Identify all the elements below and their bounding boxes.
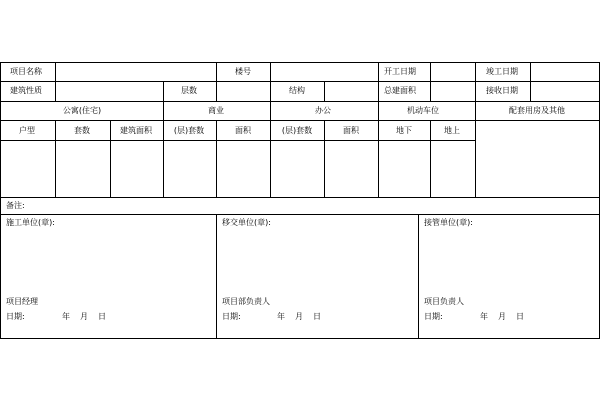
- sets-header: 套数: [74, 126, 90, 135]
- structure-label: 结构: [289, 86, 305, 95]
- col-divider: [216, 120, 217, 197]
- start-date-label: 开工日期: [384, 67, 416, 76]
- col-divider: [418, 214, 419, 338]
- department-head-label: 项目部负责人: [222, 297, 270, 306]
- underground-header: 地下: [396, 126, 412, 135]
- col-divider: [270, 62, 271, 82]
- col-divider: [475, 120, 476, 197]
- day-label: 日: [98, 312, 106, 321]
- col-divider: [475, 101, 476, 121]
- col-divider: [55, 62, 56, 82]
- month-label: 月: [80, 312, 88, 321]
- month-label: 月: [295, 312, 303, 321]
- project-name-label: 项目名称: [10, 67, 42, 76]
- col-divider: [430, 120, 431, 197]
- building-area-header: 建筑面积: [120, 126, 152, 135]
- receiving-head-label: 项目负责人: [424, 297, 464, 306]
- date-label: 日期:: [6, 312, 25, 321]
- parking-label: 机动车位: [407, 106, 439, 115]
- col-divider: [475, 81, 476, 101]
- office-sets-header: (层)套数: [281, 126, 313, 135]
- row-divider: [0, 214, 600, 215]
- col-divider: [216, 81, 217, 101]
- col-divider: [378, 120, 379, 197]
- handover-unit-label: 移交单位(章):: [222, 218, 271, 227]
- commercial-sets-header: (层)套数: [173, 126, 205, 135]
- col-divider: [163, 81, 164, 101]
- col-divider: [216, 214, 217, 338]
- day-label: 日: [516, 312, 524, 321]
- total-area-label: 总建面积: [384, 86, 416, 95]
- unit-type-header: 户型: [19, 126, 35, 135]
- ancillary-label: 配套用房及其他: [509, 106, 565, 115]
- office-label: 办公: [315, 106, 331, 115]
- col-divider: [530, 81, 531, 101]
- col-divider: [216, 62, 217, 82]
- building-no-label: 楼号: [235, 67, 251, 76]
- row-divider: [0, 81, 600, 82]
- border-left: [0, 62, 1, 339]
- col-divider: [430, 62, 431, 82]
- border-top: [0, 62, 600, 63]
- col-divider: [55, 120, 56, 197]
- col-divider: [324, 81, 325, 101]
- row-divider: [0, 197, 600, 198]
- completion-date-label: 竣工日期: [486, 67, 518, 76]
- row-divider: [0, 101, 600, 102]
- date-label: 日期:: [424, 312, 443, 321]
- month-label: 月: [498, 312, 506, 321]
- row-divider: [0, 140, 475, 141]
- day-label: 日: [313, 312, 321, 321]
- year-label: 年: [62, 312, 70, 321]
- aboveground-header: 地上: [444, 126, 460, 135]
- year-label: 年: [277, 312, 285, 321]
- col-divider: [163, 120, 164, 197]
- remarks-label: 备注:: [6, 201, 25, 210]
- col-divider: [110, 120, 111, 197]
- col-divider: [430, 81, 431, 101]
- col-divider: [163, 101, 164, 121]
- construction-unit-label: 施工单位(章):: [6, 218, 55, 227]
- floors-label: 层数: [181, 86, 197, 95]
- office-area-header: 面积: [343, 126, 359, 135]
- col-divider: [270, 120, 271, 197]
- col-divider: [55, 81, 56, 101]
- row-divider: [0, 120, 600, 121]
- col-divider: [530, 62, 531, 82]
- col-divider: [270, 81, 271, 101]
- apartment-label: 公寓(住宅): [62, 106, 102, 115]
- col-divider: [475, 62, 476, 82]
- commercial-area-header: 面积: [235, 126, 251, 135]
- commercial-label: 商业: [208, 106, 224, 115]
- acceptance-date-label: 接收日期: [486, 86, 518, 95]
- col-divider: [378, 62, 379, 82]
- project-manager-label: 项目经理: [6, 297, 38, 306]
- receiving-unit-label: 接管单位(章):: [424, 218, 473, 227]
- col-divider: [270, 101, 271, 121]
- col-divider: [324, 120, 325, 197]
- building-nature-label: 建筑性质: [10, 86, 42, 95]
- border-bottom: [0, 338, 600, 339]
- date-label: 日期:: [222, 312, 241, 321]
- col-divider: [378, 101, 379, 121]
- year-label: 年: [480, 312, 488, 321]
- col-divider: [378, 81, 379, 101]
